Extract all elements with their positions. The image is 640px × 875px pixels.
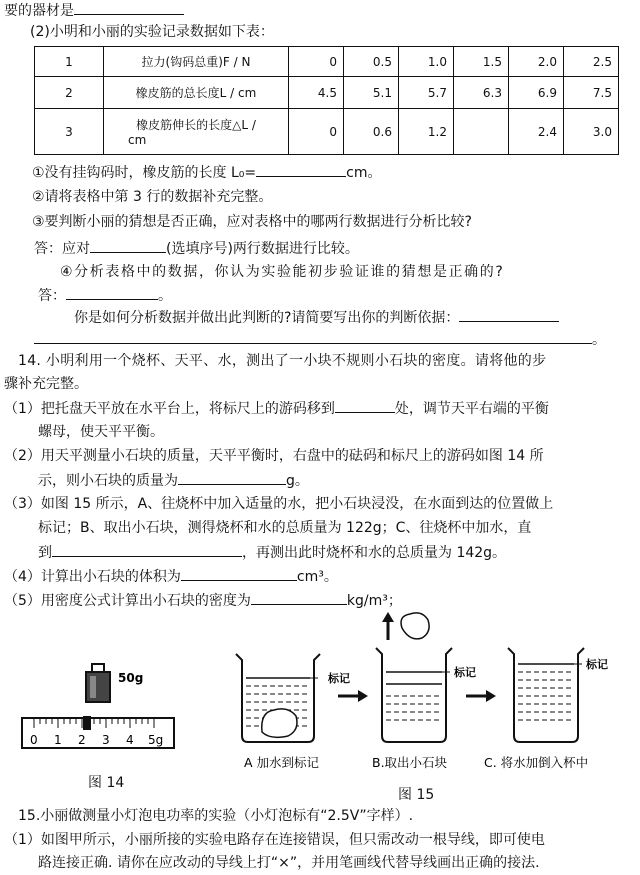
unit-text: cm³。 — [296, 569, 338, 585]
table-cell: 1.0 — [399, 47, 454, 77]
unit-text: g。 — [286, 473, 309, 489]
table-cell: 6.9 — [509, 77, 564, 109]
figure-14 — [20, 650, 190, 760]
answer-blank[interactable] — [256, 162, 346, 177]
row-label: 拉力(钩码总重)F / N — [104, 47, 289, 77]
tick-label: 0 — [30, 733, 38, 747]
beaker-c — [508, 648, 584, 742]
data-table — [34, 46, 619, 155]
up-arrow-icon — [382, 612, 394, 640]
row-index: 1 — [35, 47, 104, 77]
answer-blank[interactable] — [459, 307, 559, 322]
step-3-cont2 — [38, 542, 506, 563]
table-cell: 2.5 — [564, 47, 619, 77]
step-2-cont — [38, 470, 309, 491]
step-text: ，再测出此时烧杯和水的总质量为 142g。 — [242, 545, 507, 561]
table-cell: 3.0 — [564, 109, 619, 155]
answer-text: 。 — [592, 332, 606, 348]
material-label: 要的器材是 — [4, 3, 74, 19]
unit-text: kg/m³； — [346, 593, 402, 609]
beaker-b — [376, 648, 452, 742]
problem-14-title: 14. 小明利用一个烧杯、天平、水，测出了一小块不规则小石块的密度。请将他的步 — [18, 353, 547, 369]
answer-blank[interactable] — [90, 238, 166, 253]
answer-blank[interactable] — [34, 329, 592, 344]
answer-blank[interactable] — [251, 590, 347, 605]
mark-label: 标记 — [586, 658, 608, 671]
step-text: 处，调节天平右端的平衡 — [394, 401, 549, 417]
problem-15-title: 15.小丽做测量小灯泡电功率的实验（小灯泡标有“2.5V”字样）. — [18, 808, 414, 824]
step-text: 示，则小石块的质量为 — [38, 473, 178, 489]
question-4: ④分析表格中的数据，你认为实验能初步验证谁的猜想是正确的? — [60, 264, 505, 280]
material-blank[interactable] — [74, 0, 184, 15]
answer-3 — [34, 238, 359, 259]
question-5 — [74, 307, 559, 328]
table-cell: 5.7 — [399, 77, 454, 109]
tick-label: 1 — [54, 733, 62, 747]
table-cell: 0 — [289, 109, 344, 155]
table-row — [35, 109, 619, 155]
beaker-caption-a: A 加水到标记 — [244, 755, 320, 770]
figure-15-caption: 图 15 — [398, 787, 435, 803]
beaker-a — [236, 654, 320, 742]
tick-label: 3 — [102, 733, 110, 747]
step-text: （1）把托盘天平放在水平台上，将标尺上的游码移到 — [4, 401, 335, 417]
unit-text: cm。 — [346, 165, 382, 181]
arrow-icon — [486, 690, 496, 702]
beaker-caption-b: B.取出小石块 — [372, 755, 448, 770]
answer-blank[interactable] — [52, 542, 242, 557]
table-cell: 0.5 — [344, 47, 399, 77]
question-text: ①没有挂钩码时，橡皮筋的长度 L₀= — [32, 165, 257, 181]
arrow-icon — [358, 690, 368, 702]
table-cell: 6.3 — [454, 77, 509, 109]
table-cell: 2.0 — [509, 47, 564, 77]
table-row — [35, 47, 619, 77]
figure-15 — [226, 612, 636, 782]
step-text: （5）用密度公式计算出小石块的密度为 — [4, 593, 251, 609]
table-cell: 1.2 — [399, 109, 454, 155]
answer-blank[interactable] — [181, 566, 297, 581]
weight-icon — [86, 664, 110, 702]
row-label-line: cm — [128, 133, 147, 147]
step-4 — [4, 566, 338, 587]
row-index: 3 — [35, 109, 104, 155]
answer-label: 答：应对 — [34, 241, 90, 257]
figure-14-caption: 图 14 — [88, 775, 125, 791]
table-intro: (2)小明和小丽的实验记录数据如下表： — [30, 24, 274, 40]
table-cell: 4.5 — [289, 77, 344, 109]
stone-icon — [262, 709, 297, 737]
stone-icon — [401, 613, 429, 639]
tick-label: 4 — [126, 733, 134, 747]
table-cell: 1.5 — [454, 47, 509, 77]
mark-label: 标记 — [328, 672, 350, 685]
mark-label: 标记 — [454, 666, 476, 679]
rider-marker — [83, 716, 91, 730]
row-label — [104, 109, 289, 155]
weight-label: 50g — [118, 671, 144, 685]
material-line — [4, 0, 184, 21]
question-5-cont — [34, 329, 606, 350]
table-cell: 0.6 — [344, 109, 399, 155]
answer-4 — [38, 285, 172, 306]
answer-text: (选填序号)两行数据进行比较。 — [166, 241, 359, 257]
question-1 — [32, 162, 382, 183]
row-label-line: 橡皮筋伸长的长度△L / — [136, 118, 256, 132]
answer-blank[interactable] — [66, 285, 158, 300]
tick-label: 2 — [78, 733, 86, 747]
table-cell: 7.5 — [564, 77, 619, 109]
step-2: （2）用天平测量小石块的质量，天平平衡时，右盘中的砝码和标尺上的游码如图 14 所 — [4, 448, 544, 464]
step-3-cont: 标记；B、取出小石块，测得烧杯和水的总质量为 122g；C、往烧杯中加水，直 — [38, 520, 532, 536]
question-3: ③要判断小丽的猜想是否正确，应对表格中的哪两行数据进行分析比较? — [32, 214, 472, 230]
step-text: （4）计算出小石块的体积为 — [4, 569, 181, 585]
problem-15-part-1-cont: 路连接正确. 请你在应改动的导线上打“×”，并用笔画线代替导线画出正确的接法. — [38, 855, 540, 871]
answer-blank[interactable] — [335, 398, 395, 413]
table-cell: 2.4 — [509, 109, 564, 155]
table-cell: 5.1 — [344, 77, 399, 109]
answer-label: 答： — [38, 288, 66, 304]
step-3: （3）如图 15 所示，A、往烧杯中加入适量的水，把小石块浸没，在水面到达的位置做上 — [4, 496, 554, 512]
step-text: 到 — [38, 545, 52, 561]
row-label: 橡皮筋的总长度L / cm — [104, 77, 289, 109]
problem-14-title-cont: 骤补充完整。 — [4, 376, 88, 392]
step-1 — [4, 398, 549, 419]
table-row — [35, 77, 619, 109]
question-2: ②请将表格中第 3 行的数据补充完整。 — [32, 189, 273, 205]
step-1-cont: 螺母，使天平平衡。 — [38, 424, 164, 440]
table-cell: 0 — [289, 47, 344, 77]
answer-text: 。 — [158, 288, 172, 304]
tick-label: 5g — [148, 733, 164, 747]
beaker-caption-c: C. 将水加倒入杯中 — [484, 755, 589, 770]
step-5 — [4, 590, 402, 611]
row-index: 2 — [35, 77, 104, 109]
answer-blank[interactable] — [178, 470, 286, 485]
problem-15-part-1: （1）如图甲所示，小丽所接的实验电路存在连接错误，但只需改动一根导线，即可使电 — [4, 832, 545, 848]
question-text: 你是如何分析数据并做出此判断的?请简要写出你的判断依据： — [74, 310, 460, 326]
empty-cell[interactable] — [454, 109, 509, 155]
